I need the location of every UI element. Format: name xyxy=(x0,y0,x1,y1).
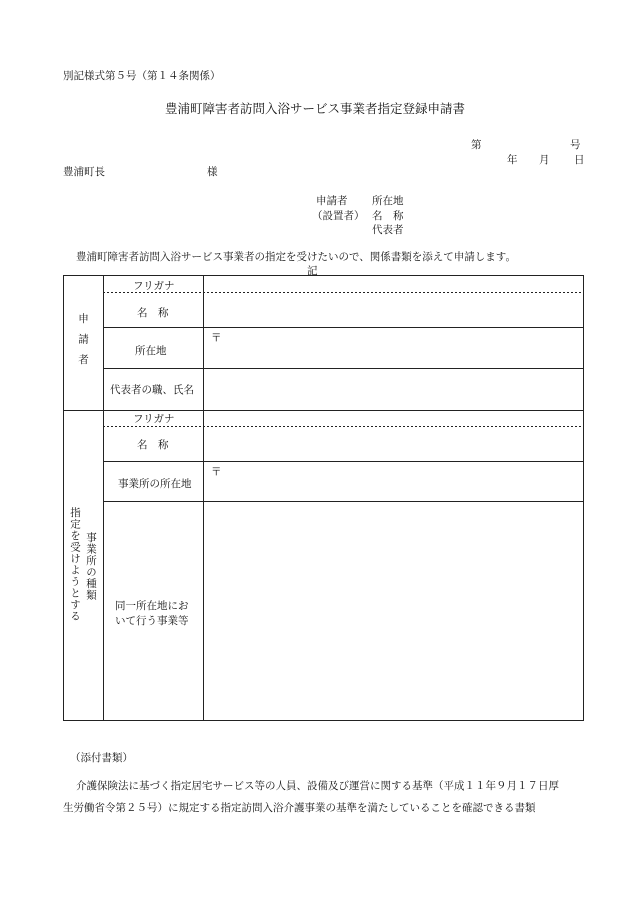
honorific: 様 xyxy=(207,166,218,178)
applicant-label: 申請者 xyxy=(316,195,348,207)
date-day-label: 日 xyxy=(574,154,585,166)
name-label-2: 名 称 xyxy=(137,439,169,451)
application-statement: 豊浦町障害者訪問入浴サービス事業者の指定を受けたいので、関係書類を添えて申請します。 xyxy=(76,251,516,263)
applicant-name-label: 名 称 xyxy=(372,210,404,222)
section-designation-label-b: 事業所の種類 xyxy=(85,532,97,601)
furigana-label-2: フリガナ xyxy=(133,413,175,425)
establisher-label: （設置者） xyxy=(312,210,365,222)
furigana-label-1: フリガナ xyxy=(133,280,175,292)
postal-mark-1: 〒 xyxy=(211,332,222,344)
number-suffix: 号 xyxy=(570,139,581,151)
same-location-label-line2: いて行う事業等 xyxy=(115,615,189,627)
address-label-1: 所在地 xyxy=(135,345,167,357)
applicant-address-label: 所在地 xyxy=(372,195,404,207)
section-designation-label-a: 指定を受けようとする xyxy=(69,507,81,622)
applicant-rep-label: 代表者 xyxy=(372,224,404,236)
date-year-label: 年 xyxy=(507,154,518,166)
section-applicant-label: 申請者 xyxy=(77,313,89,375)
representative-label: 代表者の職、氏名 xyxy=(110,384,194,396)
same-location-label-line1: 同一所在地にお xyxy=(115,600,189,612)
table-grid xyxy=(63,275,584,721)
attachments-heading: （添付書類） xyxy=(70,752,133,764)
attachments-line-2: 生労働省令第２５号）に規定する指定訪問入浴介護事業の基準を満たしていることを確認できる書類 xyxy=(63,802,536,814)
attachments-line-1: 介護保険法に基づく指定居宅サービス等の人員、設備及び運営に関する基準（平成１１年９月１７日厚 xyxy=(76,780,559,792)
application-table xyxy=(63,275,584,721)
ki-marker: 記 xyxy=(307,265,318,277)
form-number-label: 別記様式第５号（第１４条関係） xyxy=(63,70,221,82)
name-label-1: 名 称 xyxy=(137,307,169,319)
document-title: 豊浦町障害者訪問入浴サービス事業者指定登録申請書 xyxy=(164,101,465,116)
addressee: 豊浦町長 xyxy=(63,166,105,178)
postal-mark-2: 〒 xyxy=(211,466,222,478)
number-prefix: 第 xyxy=(471,139,482,151)
office-address-label: 事業所の所在地 xyxy=(118,478,192,490)
date-month-label: 月 xyxy=(539,154,550,166)
